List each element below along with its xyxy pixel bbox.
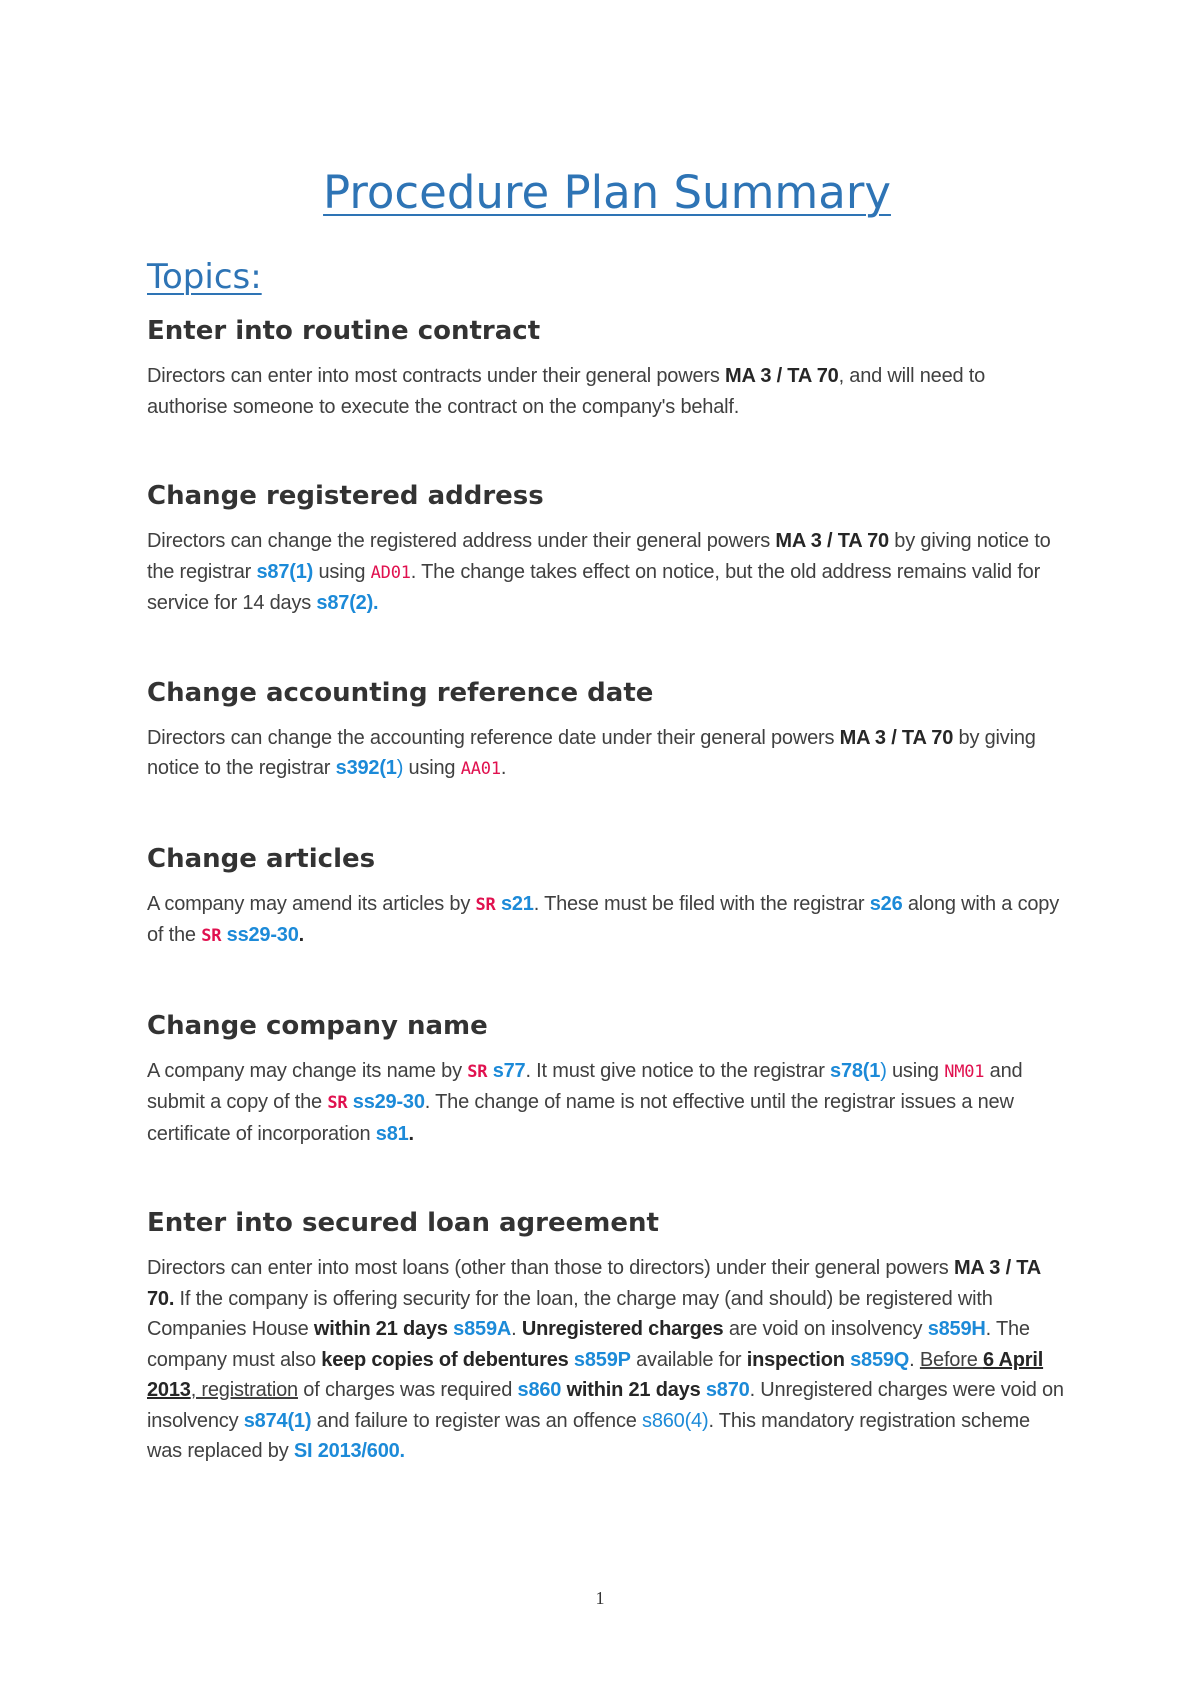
body-text: using xyxy=(886,1059,945,1082)
section-body xyxy=(147,361,1067,422)
section-reference: s860(4) xyxy=(642,1409,709,1432)
section-title: Change company name xyxy=(147,1010,488,1041)
section-title: Enter into secured loan agreement xyxy=(147,1208,659,1238)
section-reference: s78(1 xyxy=(830,1059,881,1082)
body-text: using xyxy=(403,757,461,779)
section-routine-contract xyxy=(147,313,1067,422)
section-reference: s874(1) xyxy=(243,1409,312,1432)
section-reference-paren: ) xyxy=(880,1059,887,1082)
emphasis-text: within 21 days xyxy=(566,1379,701,1401)
body-text: . These must be filed with the registrar xyxy=(533,892,870,915)
body-text: by giving notice to the registrar xyxy=(147,530,1051,583)
special-resolution-tag: SR xyxy=(201,926,222,946)
special-resolution-tag: SR xyxy=(327,1093,348,1113)
statute-reference: MA 3 / TA 70 xyxy=(725,365,839,387)
body-text: . The change takes effect on notice, but the old address remains valid for service for 14 days xyxy=(147,560,1041,614)
section-reference: s77 xyxy=(492,1059,526,1082)
document-title: Procedure Plan Summary xyxy=(323,166,891,219)
section-title: Change articles xyxy=(147,843,376,874)
section-body xyxy=(147,526,1067,619)
topics-heading: Topics: xyxy=(147,257,262,297)
statute-reference: MA 3 / TA 70 xyxy=(775,530,889,552)
body-text: . xyxy=(909,1348,920,1371)
body-text: A company may change its name by xyxy=(147,1059,468,1082)
section-reference: ss29-30 xyxy=(226,924,299,946)
section-change-articles xyxy=(147,841,1067,952)
body-text: by giving notice to the registrar xyxy=(147,726,1036,779)
body-text: . xyxy=(500,757,507,779)
emphasis-text: keep copies of debentures xyxy=(321,1348,569,1371)
section-reference: s87(2). xyxy=(316,592,379,614)
emphasis-text: inspection xyxy=(746,1348,845,1371)
body-text: . The company must also xyxy=(147,1318,1030,1371)
section-reference: s21 xyxy=(500,892,534,915)
statute-reference: MA 3 / TA 70. xyxy=(147,1257,1041,1310)
section-reference: s859Q xyxy=(850,1348,910,1371)
section-reference: s860 xyxy=(517,1379,562,1401)
body-text: , and will need to authorise someone to execute the contract on the company's behalf. xyxy=(147,365,986,418)
section-registered-address xyxy=(147,478,1067,619)
section-reference: s87(1) xyxy=(256,560,314,583)
body-text: . Unregistered charges were void on insolvency xyxy=(147,1379,1064,1432)
section-reference: ss29-30 xyxy=(352,1091,425,1113)
underlined-date: 6 April 2013 xyxy=(147,1348,1044,1401)
body-text: . This mandatory registration scheme was replaced by xyxy=(147,1409,1030,1462)
section-body xyxy=(147,1056,1067,1150)
section-reference: s26 xyxy=(869,892,903,915)
form-code: AD01 xyxy=(370,562,411,583)
section-body xyxy=(147,723,1067,785)
body-text: . xyxy=(408,1122,414,1145)
body-text: using xyxy=(313,560,371,583)
section-title: Enter into routine contract xyxy=(147,316,541,346)
body-text: available for xyxy=(630,1348,747,1371)
body-text: and failure to register was an offence xyxy=(311,1409,643,1432)
section-accounting-reference-date xyxy=(147,675,1067,785)
section-body xyxy=(147,889,1067,952)
statutory-instrument-reference: SI 2013/600. xyxy=(293,1440,405,1462)
body-text: Directors can enter into most loans (other than those to directors) under their general powers xyxy=(147,1257,954,1279)
statute-reference: MA 3 / TA 70 xyxy=(839,726,954,749)
section-reference: s859A xyxy=(453,1318,512,1340)
page-number: 1 xyxy=(595,1588,605,1608)
emphasis-text: within 21 days xyxy=(313,1318,448,1340)
form-code: AA01 xyxy=(460,759,501,779)
body-text: If the company is offering security for the loan, the charge may (and should) be registered with Companies House xyxy=(147,1287,993,1340)
emphasis-text: Unregistered charges xyxy=(521,1318,724,1340)
body-text: . It must give notice to the registrar xyxy=(525,1059,831,1082)
form-code: NM01 xyxy=(944,1061,985,1082)
body-text: Directors can change the registered address under their general powers xyxy=(147,530,776,552)
underlined-text: , registration xyxy=(190,1379,298,1401)
section-secured-loan xyxy=(147,1205,1067,1467)
section-reference: s859P xyxy=(573,1348,631,1371)
section-reference-paren: ) xyxy=(396,757,404,779)
body-text: Directors can change the accounting reference date under their general powers xyxy=(147,726,840,749)
body-text: . The change of name is not effective until the registrar issues a new certificate of incorporation xyxy=(147,1091,1014,1145)
underlined-text: Before xyxy=(919,1348,983,1371)
section-reference: s870 xyxy=(705,1379,750,1401)
section-reference: s859H xyxy=(927,1318,986,1340)
section-reference: s392(1 xyxy=(335,757,397,779)
body-text: and submit a copy of the xyxy=(147,1059,1023,1113)
section-title: Change accounting reference date xyxy=(147,677,654,708)
section-reference: s81 xyxy=(375,1122,409,1145)
section-title: Change registered address xyxy=(147,481,544,511)
body-text: are void on insolvency xyxy=(723,1318,928,1340)
body-text: . xyxy=(298,924,304,946)
page-content xyxy=(147,165,1067,1523)
body-text: of charges was required xyxy=(297,1379,518,1401)
body-text: along with a copy of the xyxy=(147,892,1060,946)
body-text: Directors can enter into most contracts under their general powers xyxy=(147,365,725,387)
section-body xyxy=(147,1253,1067,1467)
special-resolution-tag: SR xyxy=(467,1061,488,1082)
section-change-company-name xyxy=(147,1008,1067,1150)
body-text: A company may amend its articles by xyxy=(147,892,476,915)
body-text: . xyxy=(511,1318,522,1340)
special-resolution-tag: SR xyxy=(475,894,496,915)
